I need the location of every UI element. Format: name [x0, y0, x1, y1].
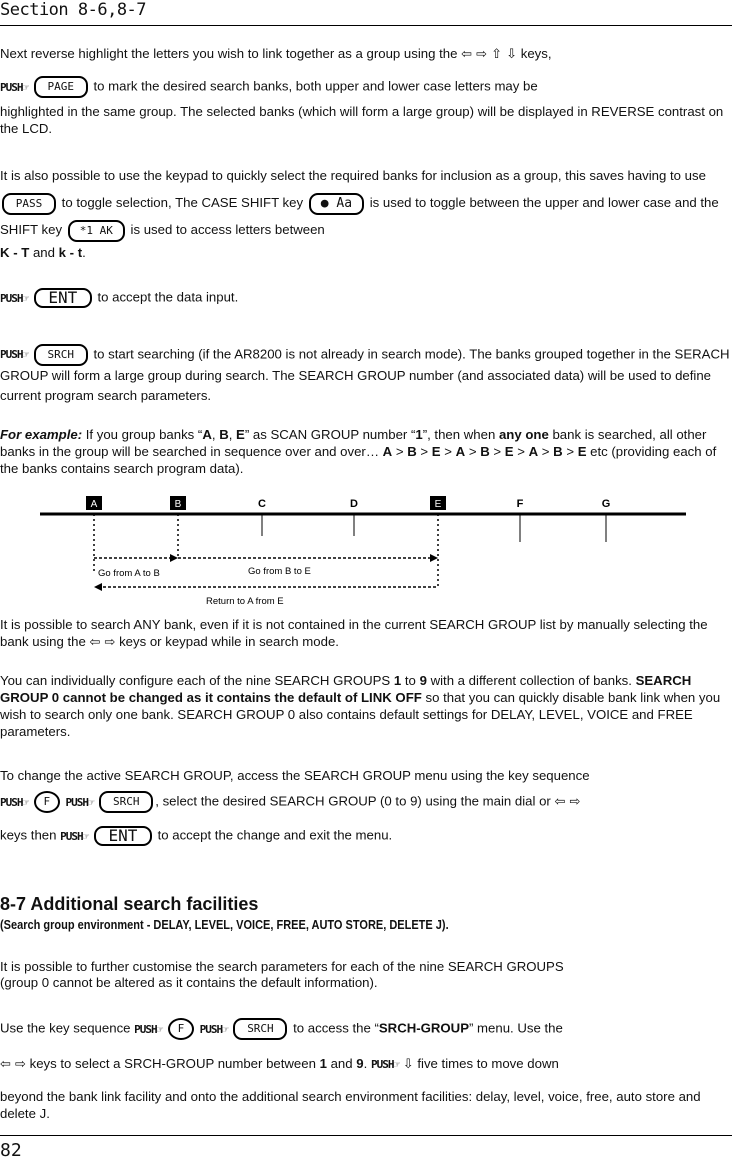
- p5-B: B: [219, 427, 229, 442]
- header-rule: [0, 25, 732, 26]
- push-key-icon: PUSH☞: [0, 80, 29, 94]
- range-upper: K - T: [0, 245, 30, 260]
- para-10-line-1: [0, 1018, 730, 1040]
- p7-a: You can individually configure each of the nine SEARCH GROUPS: [0, 673, 394, 688]
- label-b-to-e: Go from B to E: [248, 566, 311, 577]
- p5-c: ”, then when: [422, 427, 499, 442]
- p7-to: to: [401, 673, 420, 688]
- para-8-text-d: to accept the change and exit the menu.: [157, 827, 393, 843]
- p5-e: etc (providing each of the banks contains search program data).: [0, 444, 717, 476]
- bank-marker-C: [258, 498, 266, 536]
- p10-f: five times to move down: [417, 1056, 559, 1071]
- seq: E: [504, 444, 514, 459]
- f-key-icon: F: [34, 791, 60, 813]
- case-shift-key-icon: ● Aa: [309, 193, 364, 215]
- p7-bold: SEARCH GROUP 0 cannot be changed as it contains the default of LINK OFF: [0, 673, 692, 705]
- label-e-to-a: Return to A from E: [206, 596, 284, 607]
- p5-A: A: [202, 427, 212, 442]
- para-1-text-d: highlighted in the same group. The selected banks (which will form a large group) will be displayed in REVERSE contrast on the LCD.: [0, 104, 724, 136]
- seq: B: [407, 444, 417, 459]
- p5-b: ” as SCAN GROUP number “: [244, 427, 416, 442]
- para-3-text: to accept the data input.: [97, 289, 239, 305]
- p5-a: If you group banks “: [82, 427, 203, 442]
- example-lead: For example:: [0, 427, 83, 442]
- para-10-line-2: [0, 1055, 730, 1073]
- p7-nine: 9: [419, 673, 427, 688]
- left-right-arrow-icon: ⇦ ⇨: [0, 1057, 26, 1072]
- para-9-line-2: (group 0 cannot be altered as it contains the default information).: [0, 975, 378, 990]
- seq: B: [553, 444, 563, 459]
- para-2-text-a: It is also possible to use the keypad to quickly select the required banks for inclusion as a group, this saves having to use: [0, 168, 706, 183]
- para-2-text-b: to toggle selection, The CASE SHIFT key: [61, 195, 304, 210]
- page-number: 82: [0, 1140, 22, 1161]
- section-header: Section 8-6,8-7: [0, 0, 147, 20]
- para-9-line-1: It is possible to further customise the search parameters for each of the nine SEARCH GROUPS: [0, 959, 564, 974]
- p7-one: 1: [393, 673, 402, 688]
- para-1-line-2: [0, 76, 730, 98]
- p5-c2: ,: [228, 427, 237, 442]
- bank-label-F: F: [516, 498, 524, 510]
- range-lower: k - t: [58, 245, 83, 260]
- push-key-icon: PUSH☞: [134, 1022, 163, 1036]
- seq: B: [480, 444, 490, 459]
- para-8-line-3: [0, 826, 730, 846]
- para-8-text-b: , select the desired SEARCH GROUP (0 to 9) using the main dial or: [155, 793, 551, 809]
- p5-anyone: any one: [498, 427, 549, 442]
- push-key-icon: PUSH☞: [65, 795, 94, 809]
- seq: A: [382, 444, 393, 459]
- gt: >: [465, 444, 481, 459]
- para-1-text-a: Next reverse highlight the letters you wish to link together as a group using the: [0, 46, 458, 61]
- para-6-text-a: It is possible to search ANY bank, even if it is not contained in the current SEARCH GROUP list by manually selecting the bank using the: [0, 617, 708, 649]
- para-10-line-3: beyond the bank link facility and onto the additional search environment facilities: delay, level, voice, free, auto store and delete J.: [0, 1089, 701, 1121]
- p10-d: keys to select a SRCH-GROUP number between: [29, 1056, 320, 1071]
- srch-key-icon: SRCH: [99, 791, 153, 813]
- bank-marker-D: [350, 498, 358, 536]
- seq: E: [577, 444, 587, 459]
- srch-key-icon: SRCH: [34, 344, 88, 366]
- left-right-arrow-icon: ⇦ ⇨: [89, 635, 116, 650]
- para-1-text-c: to mark the desired search banks, both upper and lower case letters may be: [93, 78, 538, 94]
- bank-label-G: G: [601, 498, 611, 510]
- bank-label-A: A: [90, 499, 98, 510]
- para-1: [0, 45, 730, 63]
- p10-a: Use the key sequence: [0, 1020, 131, 1036]
- p5-d: bank is searched, all other banks in the group will be searched in sequence over and over…: [0, 427, 707, 459]
- para-4: [0, 344, 730, 406]
- para-2-text-e: is used to access letters between: [130, 222, 325, 237]
- seq: A: [528, 444, 539, 459]
- bank-link-diagram: [40, 492, 690, 610]
- ent-key-icon: ENT: [94, 826, 152, 846]
- p10-b: to access the “: [293, 1020, 379, 1036]
- gt: >: [416, 444, 432, 459]
- para-8-line-1: To change the active SEARCH GROUP, access the SEARCH GROUP menu using the key sequence: [0, 768, 590, 783]
- push-key-icon: PUSH☞: [0, 291, 29, 305]
- para-3: [0, 288, 730, 308]
- push-key-icon: PUSH☞: [199, 1022, 228, 1036]
- ent-key-icon: ENT: [34, 288, 92, 308]
- push-key-icon: PUSH☞: [0, 795, 29, 809]
- p5-E: E: [236, 427, 245, 442]
- bank-marker-G: [602, 498, 611, 542]
- bank-marker-F: [517, 498, 524, 542]
- para-8-text-c: keys then: [0, 827, 57, 843]
- section-8-7-title: 8-7 Additional search facilities: [0, 894, 259, 914]
- gt: >: [440, 444, 456, 459]
- p10-and: and: [326, 1056, 357, 1071]
- label-a-to-b: Go from A to B: [98, 568, 160, 579]
- left-right-arrow-icon: ⇦ ⇨: [554, 794, 581, 810]
- range-and: and: [29, 245, 59, 260]
- p10-one: 1: [319, 1056, 327, 1071]
- srch-key-icon: SRCH: [233, 1018, 287, 1040]
- gt: >: [392, 444, 408, 459]
- f-key-icon: F: [168, 1018, 194, 1040]
- footer-rule: [0, 1135, 732, 1136]
- para-2-text-c: is used to toggle: [369, 195, 466, 210]
- pass-key-icon: PASS: [2, 193, 56, 215]
- p5-c1: ,: [211, 427, 220, 442]
- bank-label-D: D: [350, 498, 358, 510]
- gt: >: [538, 444, 554, 459]
- para-2: [0, 162, 730, 243]
- arrow-keys-icon: ⇦ ⇨ ⇧ ⇩: [461, 47, 518, 62]
- range-period: .: [82, 245, 86, 260]
- p5-one: 1: [415, 427, 423, 442]
- p10-nine: 9: [356, 1056, 364, 1071]
- gt: >: [513, 444, 529, 459]
- gt: >: [489, 444, 505, 459]
- bank-marker-E: [430, 496, 446, 587]
- down-arrow-icon: ⇩: [402, 1057, 414, 1072]
- bank-label-E: E: [434, 499, 442, 510]
- p7-c: so that you can quickly disable bank link when you wish to search only one bank. SEARCH GROUP 0 also contains default settings for DELAY, LEVEL, VOICE and FREE parameters.: [0, 690, 721, 739]
- push-key-icon: PUSH☞: [370, 1058, 400, 1072]
- para-8-line-2: [0, 791, 730, 813]
- para-2-range: [0, 244, 730, 261]
- section-8-7-subtitle: (Search group environment - DELAY, LEVEL, VOICE, FREE, AUTO STORE, DELETE J).: [0, 918, 449, 932]
- p10-srch: SRCH-GROUP: [378, 1020, 469, 1036]
- para-5: [0, 426, 730, 477]
- seq: A: [455, 444, 466, 459]
- shift-key-icon: *1 AK: [68, 220, 125, 242]
- push-key-icon: PUSH☞: [0, 348, 29, 361]
- bank-label-B: B: [174, 499, 182, 510]
- para-6-text-b: keys or keypad while in search mode.: [119, 634, 339, 649]
- page-key-icon: PAGE: [34, 76, 88, 98]
- gt: >: [562, 444, 578, 459]
- para-6: [0, 616, 730, 651]
- para-4-text: to start searching (if the AR8200 is not already in search mode). The banks grouped together in the SERACH GROUP will form a large group during search. The SEARCH GROUP number (and associated data) will be used to define current program search parameters.: [0, 346, 730, 403]
- para-1-text-b: keys,: [520, 46, 552, 61]
- para-2-text-d: between the upper and lower case and the SHIFT key: [0, 195, 719, 237]
- push-key-icon: PUSH☞: [60, 829, 89, 843]
- p10-e: .: [363, 1056, 368, 1071]
- p7-b: with a different collection of banks.: [426, 673, 636, 688]
- para-7: [0, 672, 730, 740]
- bank-label-C: C: [258, 498, 266, 510]
- p10-c: ” menu. Use the: [469, 1020, 563, 1036]
- bank-marker-B: [170, 496, 186, 558]
- seq: E: [431, 444, 441, 459]
- bank-marker-A: [86, 496, 102, 572]
